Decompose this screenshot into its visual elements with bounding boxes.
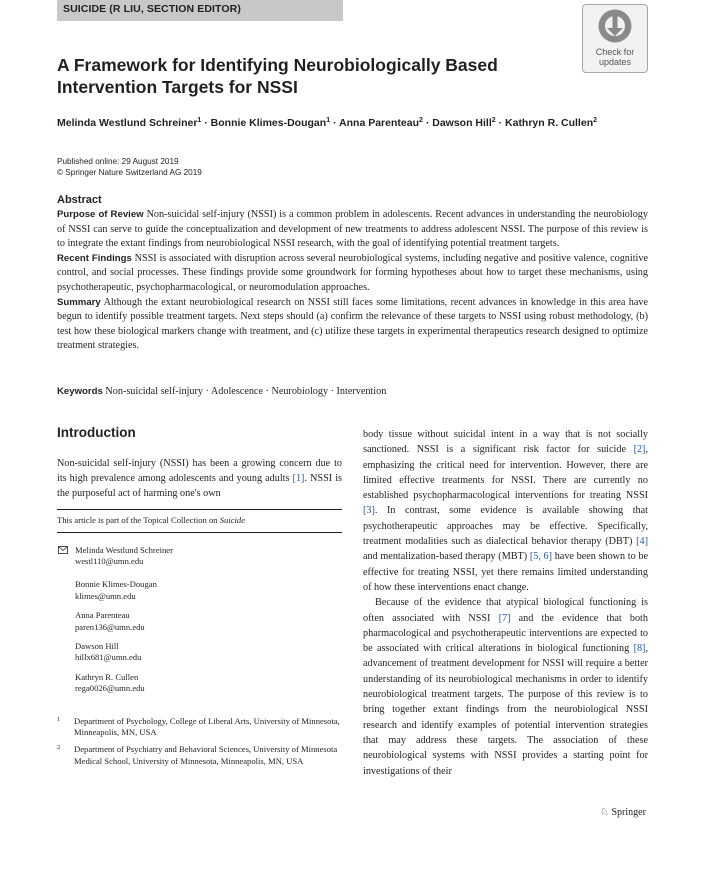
- affiliation-number: 1: [57, 716, 61, 723]
- intro-text: have been shown to be effective for treating NSSI, yet there remains limited understanding of how these interventions enact change.: [363, 551, 649, 593]
- keywords-label: Keywords: [57, 386, 103, 397]
- copyright-line: © Springer Nature Switzerland AG 2019: [57, 168, 202, 177]
- intro-text: . NSSI is the purposeful act of harming one's own: [57, 473, 342, 500]
- author-name[interactable]: Dawson Hill: [432, 117, 492, 129]
- author-affiliation-mark: 2: [593, 117, 598, 124]
- findings-text: NSSI is associated with disruption across several neurobiological systems, including negative and positive valence, cognitive control, and social processes. These findings provide some groundwork for forming hypotheses about how to target these mechanisms, using psychotherapeutic, psychopharmacological, or neuromodulation approaches.: [57, 252, 648, 293]
- contact-item: [75, 579, 173, 601]
- abstract-heading: Abstract: [57, 194, 102, 206]
- keywords: [57, 386, 386, 397]
- citation-link[interactable]: [3]: [363, 505, 375, 517]
- intro-text: Because of the evidence that atypical biological functioning is often associated with NSSI: [363, 597, 648, 624]
- topical-prefix: This article is part of the Topical Collection on: [57, 515, 220, 525]
- contact-email[interactable]: paren136@umn.edu: [75, 621, 145, 632]
- contact-name: Bonnie Klimes-Dougan: [75, 579, 157, 590]
- affiliation-text: Department of Psychiatry and Behavioral Sciences, University of Minnesota Medical School, University of Minnesota, Minneapolis, MN, USA: [74, 744, 338, 766]
- contact-name: Kathryn R. Cullen: [75, 672, 139, 683]
- intro-right-column: [363, 427, 648, 779]
- publisher-footer: [600, 807, 646, 818]
- affiliation-text: Department of Psychology, College of Liberal Arts, University of Minnesota, Minneapolis, MN, USA: [74, 716, 340, 738]
- contact-name: Anna Parenteau: [75, 610, 130, 621]
- intro-paragraph: [363, 595, 648, 779]
- intro-text: and the evidence that both pharmacological and psychotherapeutic interventions are expected to be associated with critical alterations in biological functioning: [363, 612, 648, 655]
- topical-collection-note: [57, 515, 245, 525]
- springer-horse-icon: ♘: [600, 807, 609, 818]
- footnote-divider: [57, 509, 342, 510]
- author-name[interactable]: Bonnie Klimes-Dougan: [210, 117, 327, 129]
- citation-link[interactable]: [2]: [633, 444, 646, 456]
- intro-text: and mentalization-based therapy (MBT): [363, 551, 530, 563]
- badge-line2: updates: [598, 57, 632, 67]
- purpose-text: Non-suicidal self-injury (NSSI) is a common problem in adolescents. Recent advances in understanding the neurobiology of NSSI can serve to guide the conceptualization and development of new treatments to address adolescent NSSI. The purpose of this review is to integrate the extant findings from neurobiological NSSI research, with the goal of identifying potential treatment targets.: [57, 209, 648, 250]
- article-title: A Framework for Identifying Neurobiologically Based Intervention Targets for NSSI: [57, 55, 498, 97]
- author-name[interactable]: Kathryn R. Cullen: [505, 117, 594, 129]
- contact-email[interactable]: rega0026@umn.edu: [75, 683, 145, 694]
- intro-paragraph: [363, 427, 648, 595]
- contact-email[interactable]: hillx681@umn.edu: [75, 652, 142, 663]
- intro-text: , emphasizing the critical need for intervention. However, there are limited effective treatments for NSSI. There are currently no established psychopharmacological interventions for treating NSSI: [363, 444, 648, 502]
- intro-text: , advancement of treatment development for NSSI will require a better understanding of its neurobiological mechanisms in order to identify neurobiological treatment targets. The purpose of this review is to bring together extant findings from the neurobiological NSSI research and identify examples of potential intervention strategies that may address these targets. The association of these neurobiological systems with NSSI provides a starting point for investigations of their: [363, 643, 648, 777]
- badge-line1: Check for: [595, 47, 635, 57]
- crossmark-icon: [597, 8, 633, 44]
- intro-text: body tissue without suicidal intent in a way that is not socially sanctioned. NSSI is a significant risk factor for suicide: [363, 429, 648, 456]
- footnote-divider: [57, 532, 342, 533]
- citation-link[interactable]: [7]: [498, 612, 511, 624]
- publication-info: [57, 156, 202, 178]
- summary-label: Summary: [57, 296, 101, 308]
- intro-text: . In contrast, some evidence is available showing that psychotherapeutic approaches may be effective. Specifically, treatment modalities such as dialectical behavior therapy (DBT): [363, 505, 648, 548]
- contact-item: [75, 641, 173, 663]
- citation-link[interactable]: [1]: [292, 473, 305, 485]
- contact-list: [75, 545, 173, 703]
- contact-name: Melinda Westlund Schreiner: [75, 545, 173, 555]
- contact-email[interactable]: westl110@umn.edu: [75, 556, 144, 567]
- publisher-name: Springer: [611, 807, 646, 818]
- citation-link[interactable]: [8]: [633, 643, 646, 655]
- contact-item: [75, 672, 173, 694]
- author-name[interactable]: Anna Parenteau: [339, 117, 419, 129]
- envelope-icon: [58, 546, 68, 554]
- contact-name: Dawson Hill: [75, 641, 119, 652]
- affiliation-item: [57, 716, 342, 738]
- author-affiliation-mark: 2: [419, 117, 423, 124]
- section-label-bar: [57, 0, 343, 21]
- topical-collection-name: Suicide: [219, 515, 246, 525]
- intro-left-column: [57, 456, 342, 502]
- citation-link[interactable]: [5, 6]: [529, 551, 553, 563]
- author-list: Melinda Westlund Schreiner$^1$ · Bonnie Klimes-Dougan$^1$ · Anna Parenteau$^2$ · Dawson Hill$^2$ · Kathryn R. Cullen$^2$: [57, 117, 598, 129]
- check-for-updates-badge[interactable]: [582, 4, 648, 73]
- contact-email[interactable]: klimes@umn.edu: [75, 590, 136, 601]
- author-affiliation-mark: 2: [491, 117, 496, 124]
- affiliation-item: [57, 744, 342, 766]
- author-affiliation-mark: 1: [197, 117, 202, 124]
- author-affiliation-mark: 1: [326, 117, 331, 124]
- purpose-label: Purpose of Review: [57, 209, 144, 220]
- contact-item: [75, 545, 173, 567]
- abstract-body: [57, 208, 648, 354]
- introduction-heading: Introduction: [57, 425, 136, 440]
- affiliation-list: [57, 716, 342, 773]
- findings-label: Recent Findings: [57, 252, 132, 264]
- keywords-text: Non-suicidal self-injury · Adolescence · Neurobiology · Intervention: [105, 386, 387, 397]
- published-date: Published online: 29 August 2019: [57, 157, 179, 166]
- author-name[interactable]: Melinda Westlund Schreiner: [57, 117, 198, 129]
- affiliation-number: 2: [57, 744, 61, 752]
- section-label: SUICIDE (R LIU, SECTION EDITOR): [63, 3, 241, 15]
- intro-text: Non-suicidal self-injury (NSSI) has been a growing concern due to its high prevalence among adolescents and young adults: [57, 458, 342, 485]
- summary-text: Although the extant neurobiological research on NSSI still faces some limitations, recent advances in knowledge in this area have begun to identify possible treatment targets. Next steps should (a) confirm the relevance of these targets to NSSI using robust methodology, (b) test how these biological markers change with treatment, and (c) utilize these targets in experimental therapeutics research designed to optimize treatment strategies.: [57, 296, 649, 352]
- contact-item: [75, 610, 173, 632]
- citation-link[interactable]: [4]: [636, 536, 648, 548]
